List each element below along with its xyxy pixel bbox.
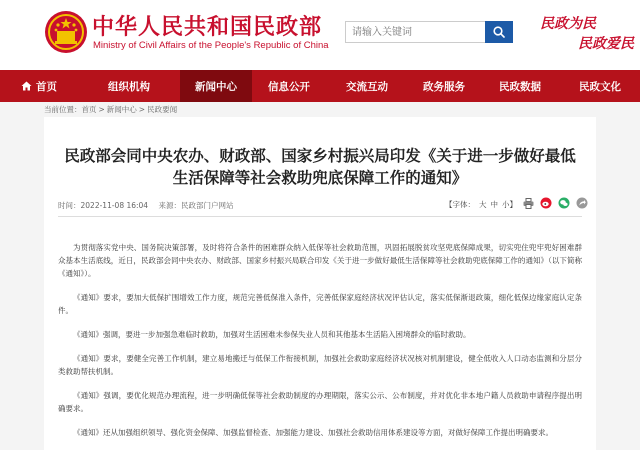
breadcrumb-prefix: 当前位置： <box>44 105 82 114</box>
breadcrumb-news-center[interactable]: 新闻中心 <box>106 105 137 114</box>
article-source: 来源：民政部门户网站 <box>158 201 234 210</box>
breadcrumb-separator: > <box>138 105 146 114</box>
breadcrumb-separator: > <box>98 105 105 114</box>
nav-label-home: 首页 <box>36 80 57 93</box>
font-size-label-end: 】 <box>509 199 517 209</box>
home-icon <box>21 81 32 91</box>
nav-item-services[interactable] <box>408 70 480 102</box>
nav-label-interaction: 交流互动 <box>346 80 388 93</box>
article-paragraph: 《通知》要求，要健全完善工作机制，建立易地搬迁与低保工作衔接机制，加强社会救助家庭经济状况核对机制建设，健全低收入人口动态监测和分层分类救助帮扶机制。 <box>58 354 582 376</box>
article-paragraph: 《通知》要求，要加大低保扩围增效工作力度，规范完善低保准入条件，完善低保家庭经济状况评估认定，落实低保渐退政策，细化低保边缘家庭认定条件。 <box>58 293 582 315</box>
nav-item-culture[interactable] <box>560 70 640 102</box>
font-size-label: 【字体： <box>445 199 475 209</box>
article-tools <box>445 197 588 211</box>
article-paragraph: 《通知》强调，要进一步加强急难临时救助，加强对生活困难未参保失业人员和其他基本生活陷入困境群众的临时救助。 <box>73 330 471 339</box>
search-icon <box>493 26 505 38</box>
article-meta <box>58 200 233 211</box>
nav-item-home[interactable] <box>0 70 78 102</box>
national-emblem-icon <box>44 9 88 55</box>
meta-divider <box>58 216 582 217</box>
nav-label-services: 政务服务 <box>423 80 465 93</box>
nav-item-data[interactable] <box>480 70 560 102</box>
search-button[interactable] <box>485 21 513 43</box>
article-paragraph: 《通知》强调，要优化规范办理流程，进一步明确低保等社会救助制度的办理期限，落实公示、公布制度，并对优化非本地户籍人员救助申请程序提出明确要求。 <box>58 391 582 413</box>
article-title: 民政部会同中央农办、财政部、国家乡村振兴局印发《关于进一步做好最低生活保障等社会救助兜底保障工作的通知》 <box>64 147 576 187</box>
nav-item-organization[interactable] <box>78 70 180 102</box>
nav-label-news-center: 新闻中心 <box>195 80 237 93</box>
slogan-line-1: 民政为民 <box>540 16 596 32</box>
article-body <box>58 241 582 450</box>
nav-item-interaction[interactable] <box>326 70 408 102</box>
site-header <box>0 0 640 70</box>
breadcrumb <box>44 104 177 115</box>
nav-item-info-disclosure[interactable] <box>252 70 326 102</box>
font-size-medium[interactable]: 中 <box>490 199 498 209</box>
breadcrumb-current[interactable]: 民政要闻 <box>147 105 178 114</box>
article-paragraph: 为贯彻落实党中央、国务院决策部署，及时将符合条件的困难群众纳入低保等社会救助范围，巩固拓展脱贫攻坚兜底保障成果，切实兜住兜牢兜好困难群众基本生活底线，近日，民政部会同中央农办、财政部、国家乡村振兴局联合印发《关于进一步做好最低生活保障等社会救助兜底保障工作的通知》（以下简称《通知》）。 <box>58 243 582 278</box>
breadcrumb-home[interactable]: 首页 <box>81 105 97 114</box>
share-icon[interactable] <box>576 197 588 211</box>
slogan-line-2: 民政爱民 <box>578 36 634 52</box>
main-nav <box>0 70 640 102</box>
share-wechat-icon[interactable] <box>558 197 570 211</box>
share-weibo-icon[interactable] <box>540 197 552 211</box>
font-size-large[interactable]: 大 <box>479 199 487 209</box>
article-card <box>44 117 596 450</box>
article-date: 时间：2022-11-08 16:04 <box>58 201 149 210</box>
nav-item-news-center[interactable] <box>180 70 252 102</box>
print-icon[interactable] <box>523 198 534 211</box>
site-title-cn[interactable]: 中华人民共和国民政部 <box>92 15 323 40</box>
article-paragraph: 《通知》还从加强组织领导、强化资金保障、加强监督检查、加强能力建设、加强社会救助信用体系建设等方面，对做好保障工作提出明确要求。 <box>73 428 553 437</box>
nav-label-info-disclosure: 信息公开 <box>268 80 310 93</box>
nav-label-data: 民政数据 <box>499 80 541 93</box>
nav-label-culture: 民政文化 <box>579 80 621 93</box>
site-title-en: Ministry of Civil Affairs of the People's Republic of China <box>93 40 329 51</box>
nav-label-organization: 组织机构 <box>108 80 150 93</box>
search-input[interactable] <box>345 21 485 43</box>
font-size-small[interactable]: 小 <box>502 199 510 209</box>
